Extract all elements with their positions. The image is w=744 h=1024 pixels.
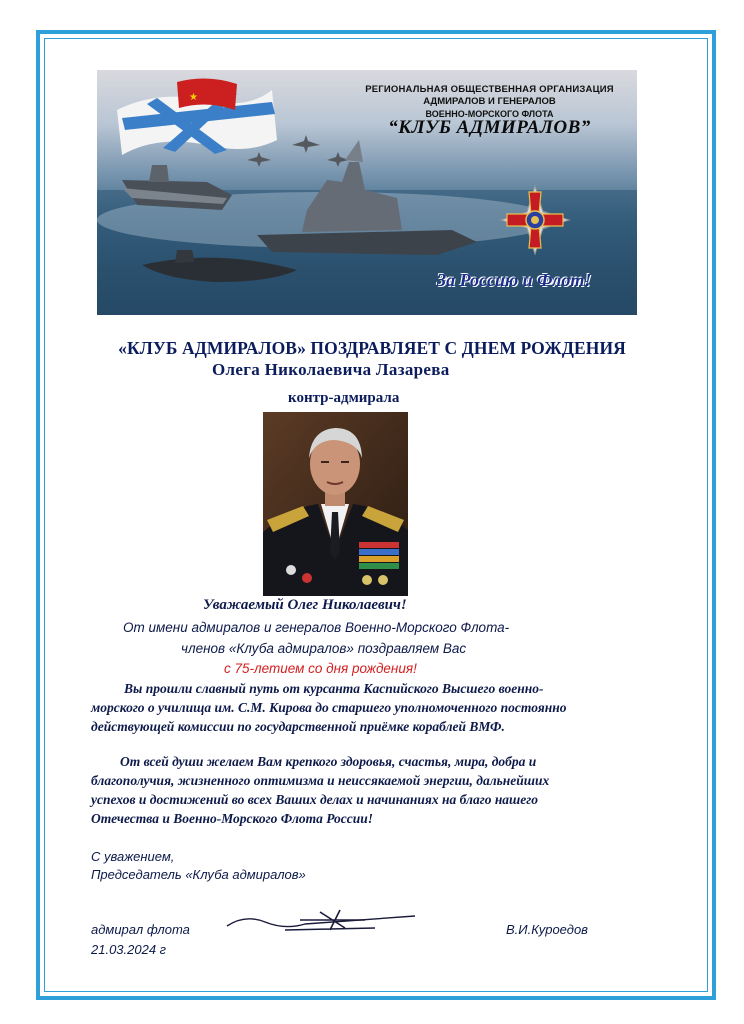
paragraph-2-line-3: успехов и достижений во всех Ваших делах и начинаниях на благо нашего — [91, 792, 539, 807]
paragraph-1-line-2: морского о училища им. С.М. Кирова до старшего уполномоченного постоянно — [91, 700, 567, 715]
banner-org-line-3: ВОЕННО-МОРСКОГО ФЛОТА — [425, 109, 554, 119]
handwritten-signature — [225, 906, 420, 936]
paragraph-1-line-3: действующей комиссии по государственной приёмке кораблей ВМФ. — [91, 719, 505, 734]
banner-organization-text — [342, 84, 637, 138]
letter-intro-line-1: От имени адмиралов и генералов Военно-Морского Флота- — [123, 620, 510, 635]
signer-name: В.И.Куроедов — [506, 922, 588, 937]
paragraph-2-line-2: благополучия, жизненного оптимизма и неиссякаемой энергии, дальнейших — [91, 773, 550, 788]
honoree-portrait — [263, 412, 408, 596]
club-banner — [97, 70, 637, 315]
svg-text:★: ★ — [189, 92, 198, 103]
banner-club-name: “КЛУБ АДМИРАЛОВ” — [388, 117, 591, 138]
aircraft-carrier-icon — [122, 165, 232, 210]
banner-motto: За Россию и Флот! — [437, 270, 592, 290]
honoree-name: Олега Николаевича Лазарева — [212, 360, 450, 379]
letter-greeting: Уважаемый Олег Николаевич! — [203, 597, 407, 613]
signer-position: Председатель «Клуба адмиралов» — [91, 867, 306, 882]
congratulation-title: «КЛУБ АДМИРАЛОВ» ПОЗДРАВЛЯЕТ С ДНЕМ РОЖДЕНИЯ — [118, 338, 626, 358]
letter-intro-line-2: членов «Клуба адмиралов» поздравляем Вас — [181, 641, 467, 656]
paragraph-2-line-4: Отечества и Военно-Морского Флота России! — [91, 811, 374, 826]
honoree-rank: контр-адмирала — [288, 390, 400, 406]
banner-org-line-2: АДМИРАЛОВ И ГЕНЕРАЛОВ — [423, 96, 556, 107]
letter-anniversary-line: с 75-летием со дня рождения! — [224, 661, 417, 676]
paragraph-2-line-1: От всей души желаем Вам крепкого здоровья, счастья, мира, добра и — [120, 754, 537, 769]
closing-regards: С уважением, — [91, 849, 175, 864]
paragraph-1-line-1: Вы прошли славный путь от курсанта Каспийского Высшего военно- — [124, 681, 544, 696]
banner-org-line-1: РЕГИОНАЛЬНАЯ ОБЩЕСТВЕННАЯ ОРГАНИЗАЦИЯ — [365, 84, 614, 95]
letter-date: 21.03.2024 г — [91, 942, 167, 957]
signer-rank: адмирал флота — [91, 922, 190, 937]
